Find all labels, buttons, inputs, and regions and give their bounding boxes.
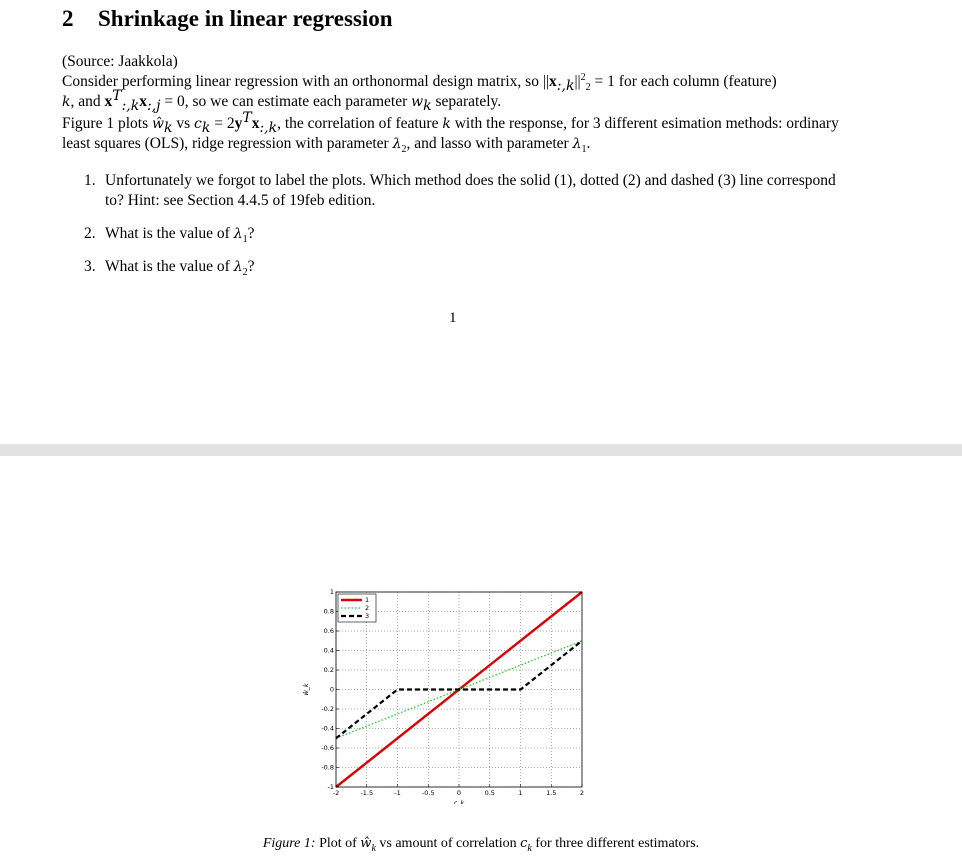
section-number: 2: [62, 6, 74, 31]
y-tick-label: -0.6: [321, 744, 334, 753]
y-tick-label: 0.4: [323, 646, 334, 655]
legend: [338, 594, 376, 622]
question-1: [84, 171, 846, 211]
x-tick-label: 2: [579, 789, 585, 797]
question-2: [84, 224, 846, 244]
y-tick-label: 0.6: [323, 627, 334, 636]
x-tick-label: 1.5: [546, 789, 557, 797]
page-2: [0, 456, 962, 864]
x-tick-label: 0.5: [484, 789, 495, 797]
x-tick-label: -2: [332, 789, 340, 797]
paragraph-intro: Consider performing linear regression with an orthonormal design matrix, so $||x_{:,k}||^2_2 = 1$ for each column (feature) k, and $x^T_{:,k}x_{:,j} = 0$, so we can estimate each parameter $w_k$ separately.: [62, 71, 777, 115]
question-text: Unfortunately we forgot to label the plots. Which method does the solid (1), dotted (2) and dashed (3) line correspond to? Hint: see Section 4.4.5 of 19feb edition.: [105, 172, 836, 209]
y-tick-label: 0.8: [323, 607, 334, 616]
question-number: 2.: [84, 225, 96, 242]
y-axis-label: ŵ_k: [302, 683, 310, 696]
paragraph-figure-description: Figure 1 plots $ŵ_k$ vs $c_k = 2y^Tx_{:,k}$, the correlation of feature k with the response, for 3 different esimation methods: ordinary least squares (OLS), ridge regression with parameter $\lambda_2$, and lasso with parameter $\lambda_1$.: [62, 109, 839, 156]
y-tick-label: 0: [329, 685, 334, 694]
legend-label-3: 3: [365, 612, 370, 621]
y-tick-label: -0.2: [321, 705, 334, 714]
question-3: [84, 257, 846, 277]
page-separator: [0, 444, 962, 456]
y-tick-label: 0.2: [323, 666, 334, 675]
legend-box: [338, 594, 376, 622]
x-tick-label: -1: [394, 789, 401, 797]
y-tick-label: -0.8: [321, 763, 334, 772]
shrinkage-chart: [296, 584, 596, 804]
question-number: 3.: [84, 258, 96, 275]
source-line: (Source: Jaakkola): [62, 53, 178, 70]
x-tick-label: 0: [456, 789, 462, 797]
page-number: 1: [449, 310, 457, 326]
legend-label-2: 2: [365, 604, 370, 613]
y-tick-label: -0.4: [321, 724, 334, 733]
section-heading: [62, 6, 393, 32]
figure-caption: Figure 1: Plot of $ŵ_k$ vs amount of correlation $c_k$ for three different estimators.: [262, 836, 700, 854]
x-tick-label: -0.5: [421, 789, 435, 797]
section-title: Shrinkage in linear regression: [98, 6, 393, 31]
question-number: 1.: [84, 172, 96, 189]
y-tick-label: 1: [329, 588, 334, 597]
x-tick-label: -1.5: [360, 789, 374, 797]
question-text: What is the value of $\lambda_1$?: [105, 225, 255, 246]
x-axis-label: c_k: [453, 799, 465, 804]
x-tick-label: 1: [518, 789, 523, 797]
legend-label-1: 1: [365, 596, 370, 605]
y-tick-label: -1: [327, 783, 334, 792]
question-text: What is the value of $\lambda_2$?: [105, 258, 255, 279]
figure-1: [296, 584, 596, 804]
